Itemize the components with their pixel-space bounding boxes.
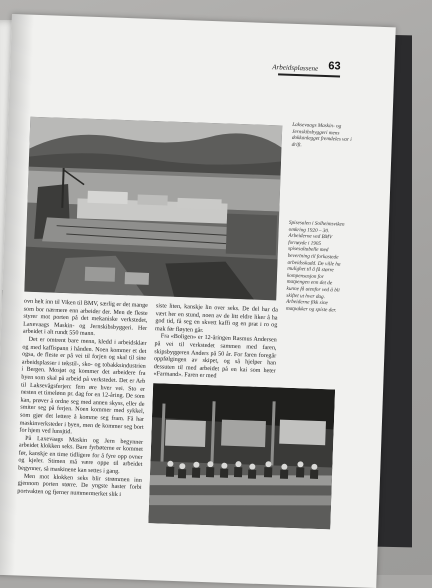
paragraph: På Laxevaags Maskin og Jern begynner arbeidet klokken seks. Bare fyrbøterne er kommet før, kanskje en time tidligere for å fyre opp ovner og kjeler. Stimen må være oppe til arbeidet begynner, så maskinene kan settes i gang. xyxy=(18,435,144,476)
paragraph: Fra «Boligen» er 12-åringen Rasmus Andersen på vei til verkstedet sammen med faren, skipsbyggeren Anders på 50 år. For faren foregår oppfølgingen av skipet, og så hjelper han dessuten til med arbeidet på en kai som heter «Farmand». Faren er med xyxy=(153,333,277,380)
top-photo-caption: Laksevaags Maskin- og Jernskibsbyggeri mens dokkanlegget fremdeles var i drift. xyxy=(291,121,352,148)
paragraph: Det er omtrent bare menn, kledd i arbeidsklær og med kaffispann i hånden. Noen kommer et det ogsa, de fleste er på vei til forjen og skal til sine arbeidsplasser i tekstil-, sko- og tobakksindustrien i Bergen. Mosjøt og kommer det arbeidere fra byen som skal på arbeid på verkstedet. Det er Arb til Laksevågsferjen: fem øre hver vei. Sto er nesten et timelønn pr. dag for en 12-åring. De som kan, prøver å ordne seg med annen skyss, eller de smiter seg på ferjen. Noen kommer med sykkel, som gjør det lettere å komme seg fram. Få har maskinverksteder i byen, men de kommer seg bort for hjem ved lunsjtid. xyxy=(19,336,147,436)
right-page xyxy=(0,14,396,588)
page-number: 63 xyxy=(328,60,341,73)
shipyard-photo-image xyxy=(24,117,282,301)
right-text-column xyxy=(153,303,278,383)
paragraph: Men mot klokken seks blir strømmen inn gjennom porten større. De yngste haster forbi portvakten og fjerner nummermerket slik i xyxy=(17,473,142,498)
paragraph: ovn helt inn til Viken til BMV, særlig er det mange som bor nærmere enn arbeider der. Men de fleste styrer mot porten på det mekaniske verkstedet, Laxevaags Maskin- og Jernskibsbyggeri. Her arbeidet i alt rundt 550 mann. xyxy=(22,298,148,338)
bottom-photo-caption: Spisesalen i Solheimsviken omkring 1920 – 30. Arbeiderne ved BMV fornøyde i 1905 spisesaltabelle med bevertning til forkastede arbeidsskudd. De ville ha mulighet til å få større kompensasjon for matpengen enn det de kunne få utenfor ved å bli skiftet ut hver dag. Arbeiderne fikk sine matpakker og spiste der. xyxy=(285,219,345,314)
section-title: Arbeidsplassene xyxy=(272,63,319,73)
canteen-photo xyxy=(148,383,335,529)
header-rule xyxy=(278,73,340,77)
canteen-photo-image xyxy=(148,383,335,529)
shipyard-photo xyxy=(24,117,282,301)
left-text-column xyxy=(17,299,148,501)
paragraph: siste liten, kanskje lin over seks. De del har da vært her en stund, noen av de litt eldre liker å ha god tid, få seg en skvett kaffi og en prat i ro og mak før fløyten går. xyxy=(154,303,278,334)
